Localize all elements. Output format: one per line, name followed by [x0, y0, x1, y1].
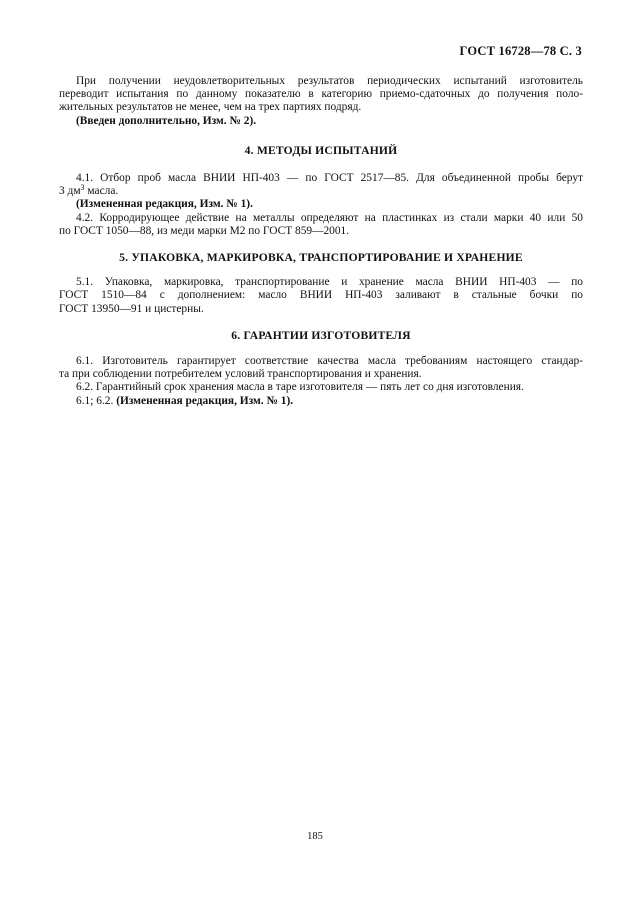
section-4-heading: 4. МЕТОДЫ ИСПЫТАНИЙ	[244, 143, 398, 157]
page-number: 185	[307, 831, 323, 842]
clause-4-1	[59, 172, 583, 185]
clause-4-1-amendment-note: (Измененная редакция, Изм. № 1).	[76, 198, 253, 211]
clause-6-1	[59, 355, 583, 368]
intro-line: переводит испытания по данному показателю в категорию приемо-сдаточных до получения поло-	[59, 88, 583, 101]
clause-4-1-cont	[59, 185, 583, 198]
clause-line: та при соблюдении потребителем условий транспортирования и хранения.	[59, 368, 422, 381]
clause-line: по ГОСТ 1050—88, из меди марки М2 по ГОСТ 859—2001.	[59, 224, 350, 237]
clause-4-2-cont	[59, 225, 583, 238]
intro-line: жительных результатов не менее, чем на трех партиях подряд.	[59, 101, 362, 114]
clause-4-2	[59, 212, 583, 225]
intro-amendment-note: (Введен дополнительно, Изм. № 2).	[76, 114, 257, 127]
clause-line: 6.1. Изготовитель гарантирует соответствие качества масла требованиям настоящего стандар-	[76, 355, 583, 368]
document-body	[59, 75, 583, 408]
clause-line: 6.2. Гарантийный срок хранения масла в таре изготовителя — пять лет со дня изготовления.	[76, 381, 524, 394]
clause-reference: 6.1; 6.2.	[76, 394, 117, 407]
section-5-heading: 5. УПАКОВКА, МАРКИРОВКА, ТРАНСПОРТИРОВАНИЕ И ХРАНЕНИЕ	[119, 251, 523, 265]
clause-line: ГОСТ 13950—91 и цистерны.	[59, 302, 204, 315]
intro-paragraph	[59, 75, 583, 88]
intro-paragraph-cont	[59, 88, 583, 114]
clause-line: 5.1. Упаковка, маркировка, транспортирование и хранение масла ВНИИ НП-403 — по	[76, 276, 583, 289]
amendment-note: (Измененная редакция, Изм. № 1).	[116, 394, 294, 407]
cubic-superscript: 3	[80, 183, 85, 193]
clause-5-1	[59, 276, 583, 289]
clause-5-1-cont	[59, 289, 583, 315]
page-header: ГОСТ 16728—78 С. 3	[459, 44, 582, 58]
intro-line: При получении неудовлетворительных результатов периодических испытаний изготовитель	[76, 75, 583, 87]
section-6-heading: 6. ГАРАНТИИ ИЗГОТОВИТЕЛЯ	[231, 328, 411, 342]
volume-text: 3 дм	[59, 185, 81, 198]
clause-line	[59, 185, 583, 198]
clause-line: 4.2. Корродирующее действие на металлы определяют на пластинках из стали марки 40 или 50	[76, 211, 583, 224]
clause-6-1-cont	[59, 368, 583, 381]
clause-6-2	[59, 381, 583, 394]
clause-line: 4.1. Отбор проб масла ВНИИ НП-403 — по ГОСТ 2517—85. Для объединенной пробы берут	[76, 172, 583, 185]
clause-line: ГОСТ 1510—84 с дополнением: масло ВНИИ НП-403 заливают в стальные бочки по	[59, 289, 583, 302]
clause-6-amendment	[59, 395, 583, 408]
volume-text-end: масла.	[84, 185, 119, 198]
